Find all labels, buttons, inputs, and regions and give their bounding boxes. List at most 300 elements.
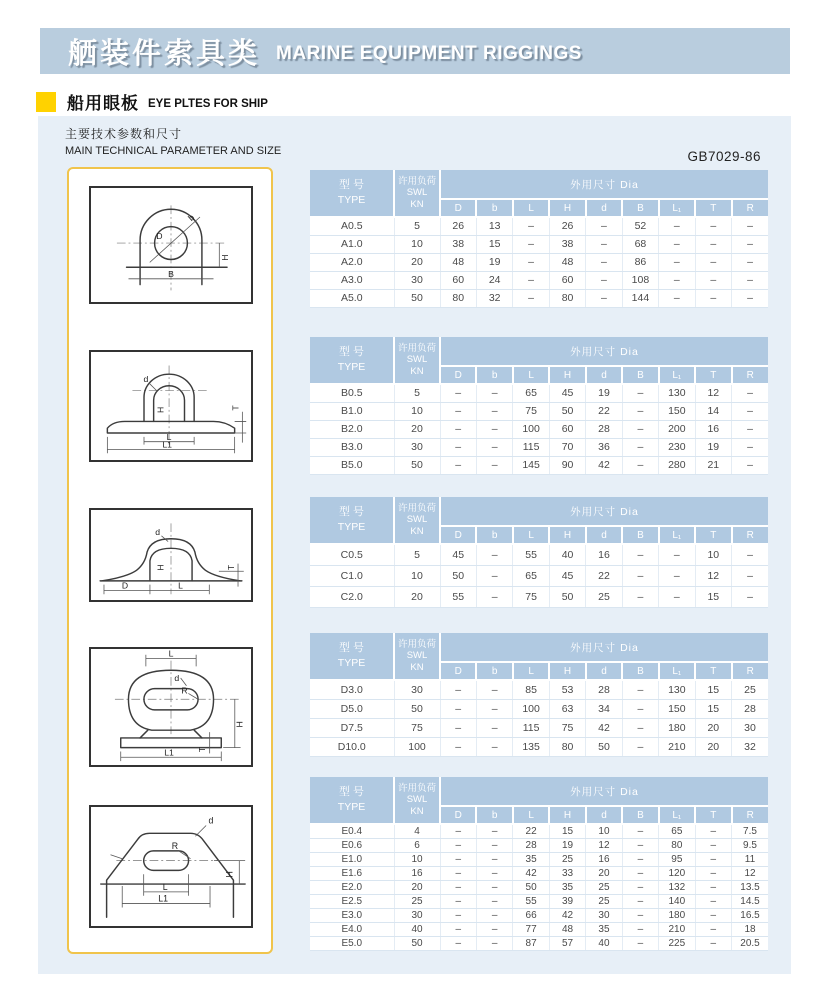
dim-cell: –	[513, 235, 549, 253]
drawing-box-type-d	[89, 647, 253, 767]
swl-cell: 20	[394, 420, 440, 438]
table-row	[310, 565, 768, 586]
type-cell: C1.0	[310, 565, 394, 586]
dim-label-H: H	[155, 406, 166, 413]
table-row	[310, 402, 768, 420]
dim-cell: 130	[659, 680, 695, 699]
col-header-dimensions-group: 外用尺寸 Dia	[440, 777, 768, 806]
type-cell: E5.0	[310, 936, 394, 950]
dim-cell: –	[659, 271, 695, 289]
dim-cell: –	[732, 402, 769, 420]
dim-cell: –	[440, 402, 476, 420]
dim-cell: 60	[549, 420, 585, 438]
col-header-R: R	[732, 526, 769, 544]
dim-cell: –	[622, 718, 658, 737]
col-header-H: H	[549, 526, 585, 544]
col-header-swl-unit: KN	[410, 198, 424, 210]
standard-number: GB7029-86	[687, 149, 761, 164]
dim-cell: –	[622, 880, 658, 894]
col-header-type	[310, 777, 394, 824]
dim-cell: 16	[695, 420, 731, 438]
col-header-b: b	[476, 366, 512, 384]
dim-cell: 230	[659, 438, 695, 456]
dim-cell: 86	[622, 253, 658, 271]
dim-cell: 77	[513, 922, 549, 936]
dim-cell: –	[732, 271, 769, 289]
dim-cell: 60	[549, 271, 585, 289]
dim-cell: 80	[549, 737, 585, 756]
dim-cell: –	[622, 438, 658, 456]
dim-cell: 80	[440, 289, 476, 307]
table-row	[310, 235, 768, 253]
col-header-T: T	[695, 806, 731, 824]
col-header-R: R	[732, 199, 769, 217]
dim-cell: –	[586, 253, 622, 271]
dim-cell: –	[440, 824, 476, 838]
col-header-B: B	[622, 366, 658, 384]
drawings-panel	[67, 167, 273, 954]
dim-cell: 32	[732, 737, 769, 756]
swl-cell: 100	[394, 737, 440, 756]
col-header-T: T	[695, 366, 731, 384]
swl-cell: 30	[394, 680, 440, 699]
dim-cell: –	[695, 852, 731, 866]
col-header-swl-en: SWL	[406, 650, 428, 662]
dim-cell: 28	[513, 838, 549, 852]
col-header-L: L	[513, 366, 549, 384]
dim-cell: 55	[513, 894, 549, 908]
section-title-chinese: 船用眼板	[67, 94, 139, 113]
table-row	[310, 866, 768, 880]
dim-cell: –	[732, 586, 769, 607]
dim-cell: –	[476, 852, 512, 866]
dim-cell: 95	[659, 852, 695, 866]
yellow-bullet-icon	[36, 92, 56, 112]
dim-cell: –	[440, 922, 476, 936]
dim-cell: 16	[586, 544, 622, 565]
col-header-dimensions-group: 外用尺寸 Dia	[440, 633, 768, 662]
dim-label-d: d	[143, 373, 149, 384]
dim-cell: 22	[586, 402, 622, 420]
col-header-L1: L₁	[659, 806, 695, 824]
swl-cell: 16	[394, 866, 440, 880]
col-header-swl-en: SWL	[406, 354, 428, 366]
dim-cell: 15	[695, 680, 731, 699]
col-header-R: R	[732, 806, 769, 824]
col-header-type-en: TYPE	[337, 657, 366, 670]
dim-cell: 45	[549, 565, 585, 586]
dim-label-H: H	[224, 871, 235, 878]
dim-cell: 19	[476, 253, 512, 271]
table-row	[310, 908, 768, 922]
dim-cell: –	[476, 737, 512, 756]
table-row	[310, 253, 768, 271]
dim-label-T: T	[226, 564, 237, 571]
dim-cell: –	[622, 838, 658, 852]
dim-cell: 25	[586, 586, 622, 607]
table-series-c	[310, 497, 768, 608]
col-header-H: H	[549, 662, 585, 680]
dim-cell: –	[622, 936, 658, 950]
swl-cell: 30	[394, 271, 440, 289]
col-header-swl-en: SWL	[406, 514, 428, 526]
col-header-dimensions-group: 外用尺寸 Dia	[440, 170, 768, 199]
table-series-e	[310, 777, 768, 951]
dim-cell: 35	[513, 852, 549, 866]
col-header-B: B	[622, 526, 658, 544]
col-header-b: b	[476, 526, 512, 544]
dim-cell: –	[622, 402, 658, 420]
table-row	[310, 852, 768, 866]
col-header-D: D	[440, 199, 476, 217]
dim-cell: 144	[622, 289, 658, 307]
dim-cell: –	[513, 253, 549, 271]
col-header-b: b	[476, 662, 512, 680]
dim-cell: 42	[586, 456, 622, 474]
type-cell: E1.6	[310, 866, 394, 880]
dim-cell: 80	[659, 838, 695, 852]
type-cell: E4.0	[310, 922, 394, 936]
dim-cell: –	[476, 838, 512, 852]
dim-cell: 15	[476, 235, 512, 253]
dim-cell: 34	[586, 699, 622, 718]
dim-cell: 42	[549, 908, 585, 922]
dim-label-L: L	[162, 881, 168, 892]
dim-cell: –	[440, 438, 476, 456]
dim-cell: –	[695, 217, 731, 235]
col-header-L1: L₁	[659, 199, 695, 217]
col-header-swl-en: SWL	[406, 187, 428, 199]
dim-cell: 10	[586, 824, 622, 838]
dim-cell: –	[476, 718, 512, 737]
dim-cell: –	[732, 235, 769, 253]
dim-cell: –	[622, 894, 658, 908]
dim-cell: –	[586, 271, 622, 289]
dim-cell: –	[622, 699, 658, 718]
dim-cell: –	[622, 737, 658, 756]
dim-cell: –	[476, 866, 512, 880]
col-header-type	[310, 497, 394, 544]
type-cell: E0.4	[310, 824, 394, 838]
dim-label-L1: L1	[162, 439, 172, 450]
table-row	[310, 824, 768, 838]
dim-cell: 22	[513, 824, 549, 838]
table-row	[310, 880, 768, 894]
dim-cell: 57	[549, 936, 585, 950]
table-series-d	[310, 633, 768, 757]
swl-cell: 10	[394, 565, 440, 586]
dim-cell: 32	[476, 289, 512, 307]
dim-cell: 14	[695, 402, 731, 420]
dim-cell: 45	[549, 384, 585, 402]
table-row	[310, 936, 768, 950]
dim-cell: 280	[659, 456, 695, 474]
dim-cell: 48	[549, 922, 585, 936]
dim-cell: –	[622, 456, 658, 474]
dim-cell: 180	[659, 718, 695, 737]
type-cell: D5.0	[310, 699, 394, 718]
dim-cell: 66	[513, 908, 549, 922]
dim-cell: –	[622, 824, 658, 838]
col-header-type	[310, 170, 394, 217]
dim-cell: 24	[476, 271, 512, 289]
parameter-caption-chinese: 主要技术参数和尺寸	[65, 127, 183, 141]
drawing-box-type-c	[89, 508, 253, 602]
col-header-b: b	[476, 806, 512, 824]
type-e-eye-plate-drawing	[91, 807, 251, 926]
col-header-swl-zh: 许用负荷	[397, 638, 436, 650]
swl-cell: 10	[394, 235, 440, 253]
dim-cell: –	[476, 824, 512, 838]
dim-cell: 210	[659, 922, 695, 936]
dim-cell: –	[440, 699, 476, 718]
dim-cell: –	[476, 456, 512, 474]
dim-cell: –	[476, 544, 512, 565]
dim-cell: 150	[659, 699, 695, 718]
dim-cell: 20.5	[732, 936, 769, 950]
dim-cell: –	[476, 565, 512, 586]
dim-cell: 21	[695, 456, 731, 474]
col-header-swl-unit: KN	[410, 525, 424, 537]
col-header-T: T	[695, 199, 731, 217]
dim-cell: –	[440, 420, 476, 438]
dim-cell: –	[695, 271, 731, 289]
dim-cell: 100	[513, 699, 549, 718]
type-cell: B1.0	[310, 402, 394, 420]
dim-cell: –	[622, 544, 658, 565]
dim-cell: 33	[549, 866, 585, 880]
col-header-swl	[394, 633, 440, 680]
type-cell: A0.5	[310, 217, 394, 235]
col-header-H: H	[549, 806, 585, 824]
dim-cell: –	[695, 908, 731, 922]
col-header-d: d	[586, 806, 622, 824]
table-series-a	[310, 170, 768, 308]
dim-label-L1: L1	[164, 747, 174, 758]
dim-cell: 65	[659, 824, 695, 838]
dim-cell: –	[476, 880, 512, 894]
dim-cell: –	[476, 420, 512, 438]
dim-label-L: L	[168, 649, 174, 659]
dim-cell: –	[476, 936, 512, 950]
dim-cell: 87	[513, 936, 549, 950]
dim-cell: 28	[586, 680, 622, 699]
dim-cell: –	[476, 438, 512, 456]
dim-cell: 60	[440, 271, 476, 289]
col-header-swl-zh: 许用负荷	[397, 342, 436, 354]
col-header-swl	[394, 337, 440, 384]
dim-label-B: B	[168, 268, 174, 279]
dim-cell: –	[659, 235, 695, 253]
dim-cell: –	[695, 289, 731, 307]
dim-cell: 18	[732, 922, 769, 936]
dim-label-D: D	[121, 580, 129, 591]
dim-cell: 68	[622, 235, 658, 253]
col-header-d: d	[586, 199, 622, 217]
col-header-d: d	[586, 526, 622, 544]
dim-cell: –	[732, 565, 769, 586]
dim-cell: 52	[622, 217, 658, 235]
dim-cell: 50	[440, 565, 476, 586]
dim-cell: –	[440, 936, 476, 950]
col-header-L1: L₁	[659, 366, 695, 384]
swl-cell: 10	[394, 852, 440, 866]
dim-cell: 132	[659, 880, 695, 894]
table-row	[310, 271, 768, 289]
dim-cell: 11	[732, 852, 769, 866]
dim-label-T: T	[230, 405, 241, 411]
dim-cell: –	[622, 680, 658, 699]
dim-cell: –	[732, 420, 769, 438]
dim-cell: –	[476, 894, 512, 908]
dim-cell: 40	[586, 936, 622, 950]
dim-label-H: H	[234, 721, 245, 728]
dim-cell: 42	[586, 718, 622, 737]
dim-cell: –	[659, 217, 695, 235]
section-header	[36, 89, 268, 114]
table-row	[310, 420, 768, 438]
dim-cell: 75	[549, 718, 585, 737]
col-header-B: B	[622, 806, 658, 824]
type-cell: B0.5	[310, 384, 394, 402]
col-header-H: H	[549, 199, 585, 217]
dim-cell: –	[659, 289, 695, 307]
dim-cell: 75	[513, 586, 549, 607]
dim-cell: 28	[586, 420, 622, 438]
col-header-swl	[394, 170, 440, 217]
dim-cell: –	[622, 586, 658, 607]
dim-cell: 39	[549, 894, 585, 908]
type-cell: A1.0	[310, 235, 394, 253]
dim-cell: 12	[695, 565, 731, 586]
col-header-swl-unit: KN	[410, 805, 424, 817]
dim-cell: –	[732, 456, 769, 474]
dim-cell: 20	[586, 866, 622, 880]
col-header-T: T	[695, 662, 731, 680]
table-series-b	[310, 337, 768, 475]
dim-cell: 19	[695, 438, 731, 456]
dim-cell: –	[513, 289, 549, 307]
swl-cell: 40	[394, 922, 440, 936]
dim-cell: 80	[549, 289, 585, 307]
dim-cell: 9.5	[732, 838, 769, 852]
dim-cell: 15	[695, 699, 731, 718]
col-header-L: L	[513, 526, 549, 544]
table-row	[310, 217, 768, 235]
dim-cell: 65	[513, 384, 549, 402]
col-header-dimensions-group: 外用尺寸 Dia	[440, 497, 768, 526]
col-header-L: L	[513, 806, 549, 824]
dim-cell: 30	[732, 718, 769, 737]
table-row	[310, 456, 768, 474]
type-cell: A3.0	[310, 271, 394, 289]
dim-cell: 10	[695, 544, 731, 565]
dim-cell: 19	[549, 838, 585, 852]
type-cell: E2.0	[310, 880, 394, 894]
drawing-box-type-e	[89, 805, 253, 928]
dim-cell: –	[440, 838, 476, 852]
col-header-type-zh: 型 号	[338, 642, 365, 655]
type-cell: B2.0	[310, 420, 394, 438]
swl-cell: 10	[394, 402, 440, 420]
dim-label-T: T	[196, 746, 207, 753]
swl-cell: 75	[394, 718, 440, 737]
dim-cell: –	[695, 880, 731, 894]
dim-cell: 140	[659, 894, 695, 908]
dim-cell: 200	[659, 420, 695, 438]
dim-cell: –	[732, 438, 769, 456]
dim-cell: –	[732, 544, 769, 565]
col-header-swl-en: SWL	[406, 794, 428, 806]
dim-cell: –	[513, 217, 549, 235]
dim-cell: –	[732, 384, 769, 402]
col-header-type-en: TYPE	[337, 361, 366, 374]
dim-cell: 26	[440, 217, 476, 235]
dim-cell: –	[695, 235, 731, 253]
dim-cell: 150	[659, 402, 695, 420]
dim-cell: 65	[513, 565, 549, 586]
dim-cell: 55	[440, 586, 476, 607]
dim-cell: 25	[586, 880, 622, 894]
col-header-swl	[394, 497, 440, 544]
col-header-R: R	[732, 662, 769, 680]
col-header-L1: L₁	[659, 526, 695, 544]
dim-cell: 20	[695, 718, 731, 737]
dim-cell: 30	[586, 908, 622, 922]
col-header-D: D	[440, 806, 476, 824]
swl-cell: 30	[394, 908, 440, 922]
dim-label-R: R	[181, 685, 188, 696]
col-header-R: R	[732, 366, 769, 384]
col-header-D: D	[440, 526, 476, 544]
type-cell: B5.0	[310, 456, 394, 474]
dim-cell: –	[659, 586, 695, 607]
dim-cell: –	[440, 866, 476, 880]
dim-cell: –	[695, 936, 731, 950]
dim-cell: –	[476, 922, 512, 936]
dim-cell: 15	[695, 586, 731, 607]
table-row	[310, 289, 768, 307]
dim-cell: 12	[695, 384, 731, 402]
dim-cell: 16	[586, 852, 622, 866]
dim-cell: –	[586, 289, 622, 307]
dim-cell: 115	[513, 438, 549, 456]
dim-cell: 90	[549, 456, 585, 474]
table-row	[310, 838, 768, 852]
type-cell: E2.5	[310, 894, 394, 908]
dim-cell: –	[622, 384, 658, 402]
title-banner	[40, 28, 790, 74]
dim-cell: –	[586, 235, 622, 253]
col-header-type-zh: 型 号	[338, 786, 365, 799]
swl-cell: 50	[394, 456, 440, 474]
dim-cell: –	[695, 894, 731, 908]
parameter-caption	[65, 125, 281, 157]
dim-cell: –	[440, 384, 476, 402]
col-header-swl-zh: 许用负荷	[397, 502, 436, 514]
dim-label-R: R	[171, 840, 179, 851]
col-header-swl-unit: KN	[410, 661, 424, 673]
dim-label-L: L	[166, 431, 172, 442]
swl-cell: 4	[394, 824, 440, 838]
dim-label-d: d	[174, 672, 180, 683]
dim-cell: –	[622, 852, 658, 866]
dim-cell: –	[732, 217, 769, 235]
swl-cell: 50	[394, 699, 440, 718]
dim-label-H: H	[220, 254, 230, 261]
dim-cell: –	[659, 253, 695, 271]
dim-cell: 50	[549, 586, 585, 607]
